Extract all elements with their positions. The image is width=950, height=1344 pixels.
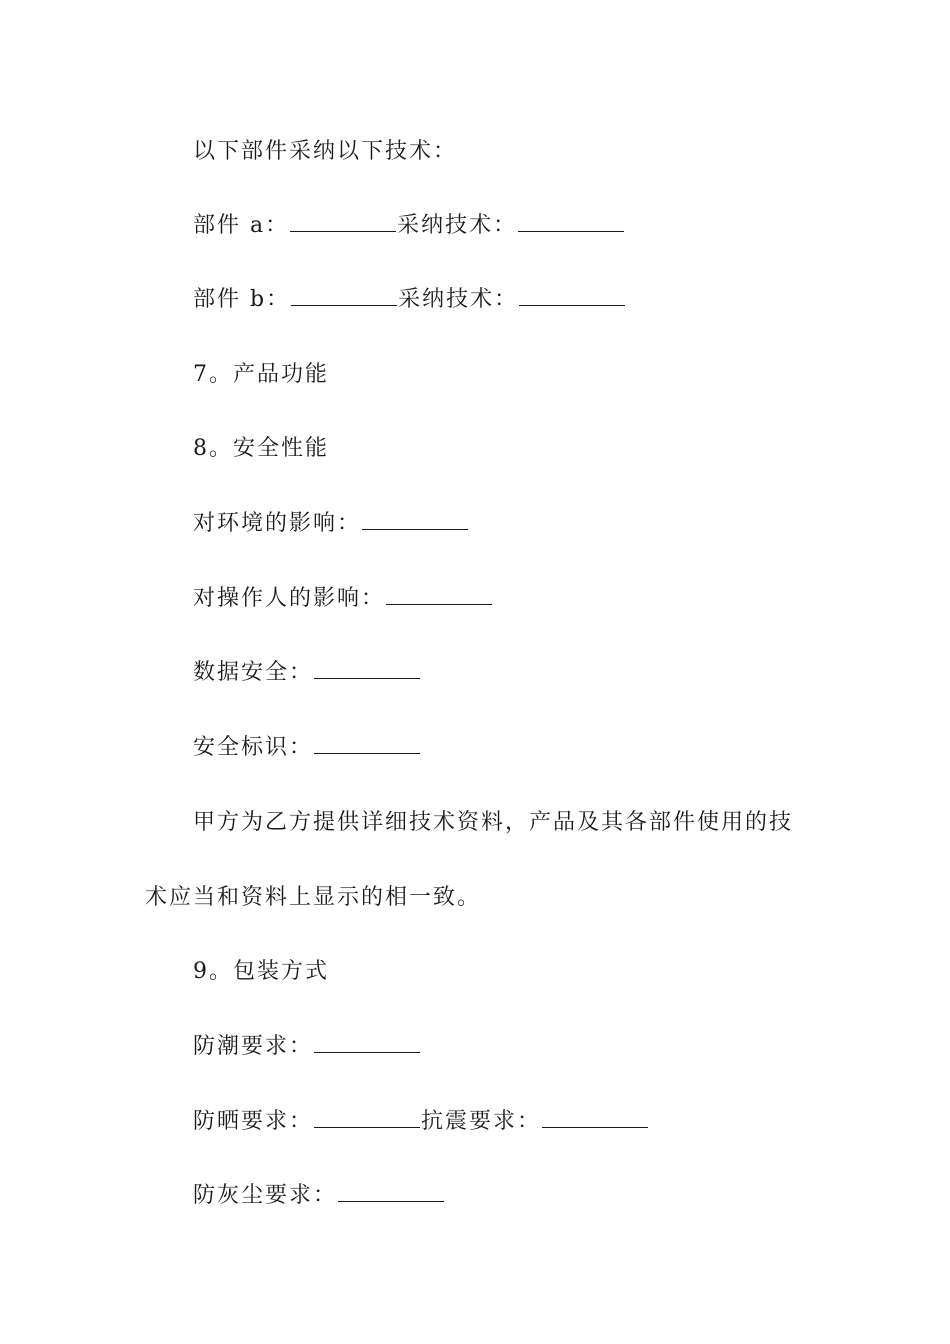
safety-mark-label: 安全标识： bbox=[193, 735, 314, 760]
safety-mark-blank[interactable] bbox=[314, 733, 420, 754]
safety-mark-line bbox=[193, 733, 421, 763]
paragraph-text-1: 甲方为乙方提供详细技术资料，产品及其各部件使用的技 bbox=[193, 810, 794, 835]
heading-9 bbox=[193, 957, 329, 987]
data-security-line bbox=[193, 658, 421, 688]
part-b-blank[interactable] bbox=[291, 285, 397, 306]
heading-8 bbox=[193, 434, 329, 464]
sun-shock-line bbox=[193, 1107, 649, 1137]
operator-impact-label: 对操作人的影响： bbox=[193, 586, 386, 611]
part-a-line bbox=[193, 211, 625, 241]
part-a-tech-blank[interactable] bbox=[518, 211, 624, 232]
operator-impact-blank[interactable] bbox=[386, 584, 492, 605]
moisture-line bbox=[193, 1032, 421, 1062]
heading-7 bbox=[193, 360, 329, 390]
env-impact-line bbox=[193, 509, 469, 539]
dust-line bbox=[193, 1181, 445, 1211]
part-b-tech-label: 采纳技术： bbox=[398, 287, 519, 312]
intro-text: 以下部件采纳以下技术： bbox=[193, 139, 458, 164]
part-a-tech-label: 采纳技术： bbox=[397, 213, 518, 238]
dust-blank[interactable] bbox=[338, 1181, 444, 1202]
part-b-tech-blank[interactable] bbox=[519, 285, 625, 306]
shock-label: 抗震要求： bbox=[421, 1109, 542, 1134]
heading-9-text: 9。包装方式 bbox=[193, 959, 329, 984]
part-a-label: 部件 a： bbox=[193, 213, 290, 238]
moisture-blank[interactable] bbox=[314, 1032, 420, 1053]
part-b-label: 部件 b： bbox=[193, 287, 291, 312]
data-security-label: 数据安全： bbox=[193, 660, 314, 685]
env-impact-blank[interactable] bbox=[362, 509, 468, 530]
paragraph-line-2 bbox=[145, 883, 481, 913]
env-impact-label: 对环境的影响： bbox=[193, 511, 362, 536]
operator-impact-line bbox=[193, 584, 493, 614]
data-security-blank[interactable] bbox=[314, 658, 420, 679]
paragraph-text-2: 术应当和资料上显示的相一致。 bbox=[145, 885, 482, 910]
intro-line bbox=[193, 137, 457, 167]
sun-label: 防晒要求： bbox=[193, 1109, 314, 1134]
heading-8-text: 8。安全性能 bbox=[193, 436, 329, 461]
part-b-line bbox=[193, 285, 626, 315]
dust-label: 防灰尘要求： bbox=[193, 1183, 338, 1208]
part-a-blank[interactable] bbox=[290, 211, 396, 232]
shock-blank[interactable] bbox=[542, 1107, 648, 1128]
moisture-label: 防潮要求： bbox=[193, 1034, 314, 1059]
paragraph-line-1 bbox=[193, 808, 793, 838]
heading-7-text: 7。产品功能 bbox=[193, 362, 329, 387]
sun-blank[interactable] bbox=[314, 1107, 420, 1128]
